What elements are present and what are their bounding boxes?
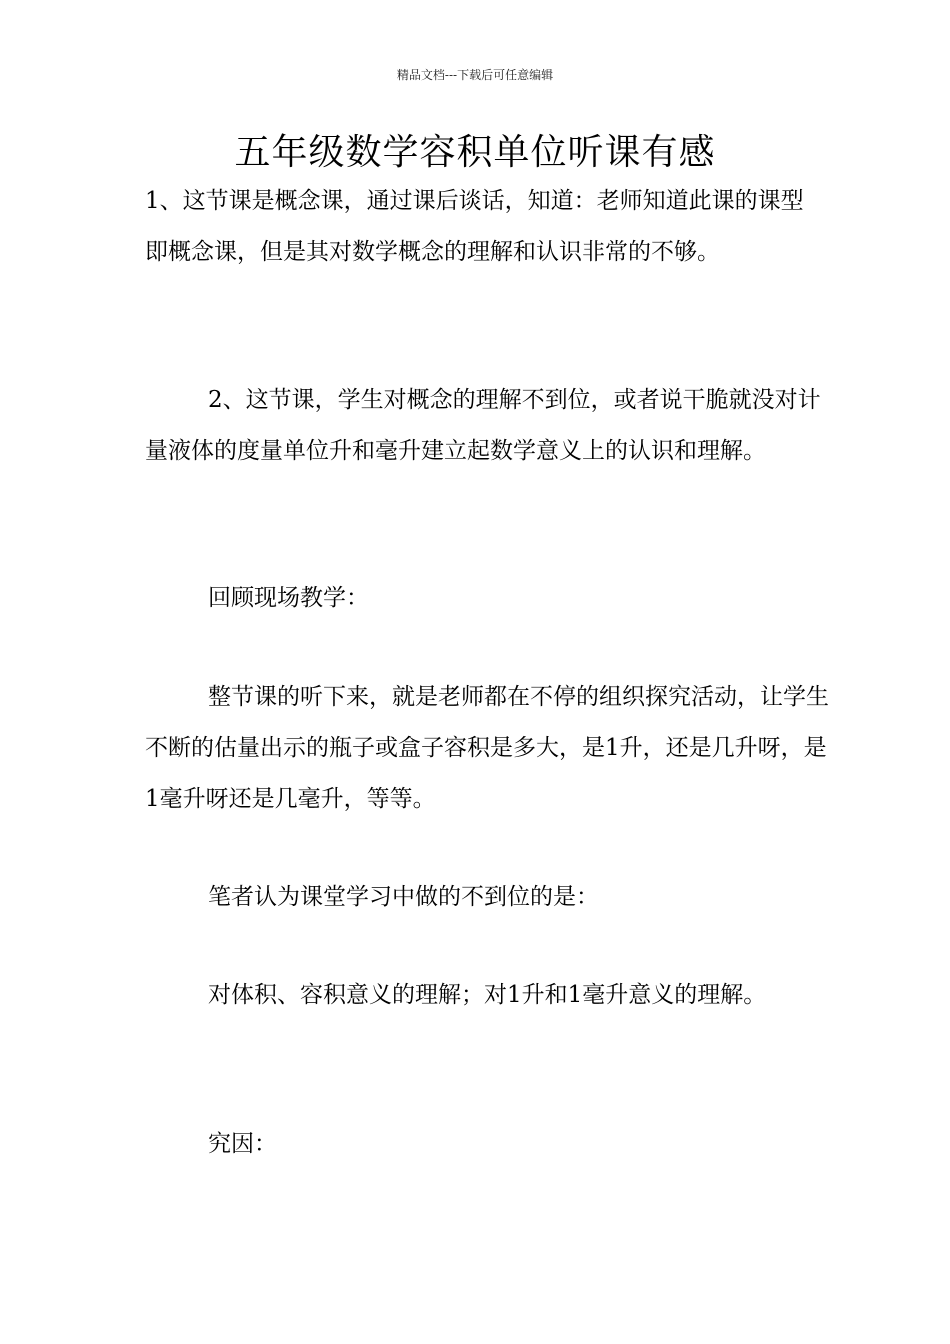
paragraph-4: 整节课的听下来，就是老师都在不停的组织探究活动，让学生不断的估量出示的瓶子或盒子容积是多大，是1升，还是几升呀，是1毫升呀还是几毫升，等等。: [145, 684, 829, 812]
paragraph-5: 笔者认为课堂学习中做的不到位的是：: [208, 884, 599, 910]
paragraph-7: 究因：: [208, 1131, 277, 1157]
document-title: 五年级数学容积单位听课有感: [234, 132, 716, 173]
paragraph-6: 对体积、容积意义的理解；对1升和1毫升意义的理解。: [208, 982, 767, 1008]
header-note: 精品文档---下载后可任意编辑: [396, 68, 554, 82]
paragraph-2: 2、这节课，学生对概念的理解不到位，或者说干脆就没对计量液体的度量单位升和毫升建立起数学意义上的认识和理解。: [145, 387, 821, 464]
paragraph-3: 回顾现场教学：: [208, 585, 369, 611]
paragraph-1: 1、这节课是概念课，通过课后谈话，知道：老师知道此课的课型即概念课，但是其对数学概念的理解和认识非常的不够。: [145, 188, 804, 265]
